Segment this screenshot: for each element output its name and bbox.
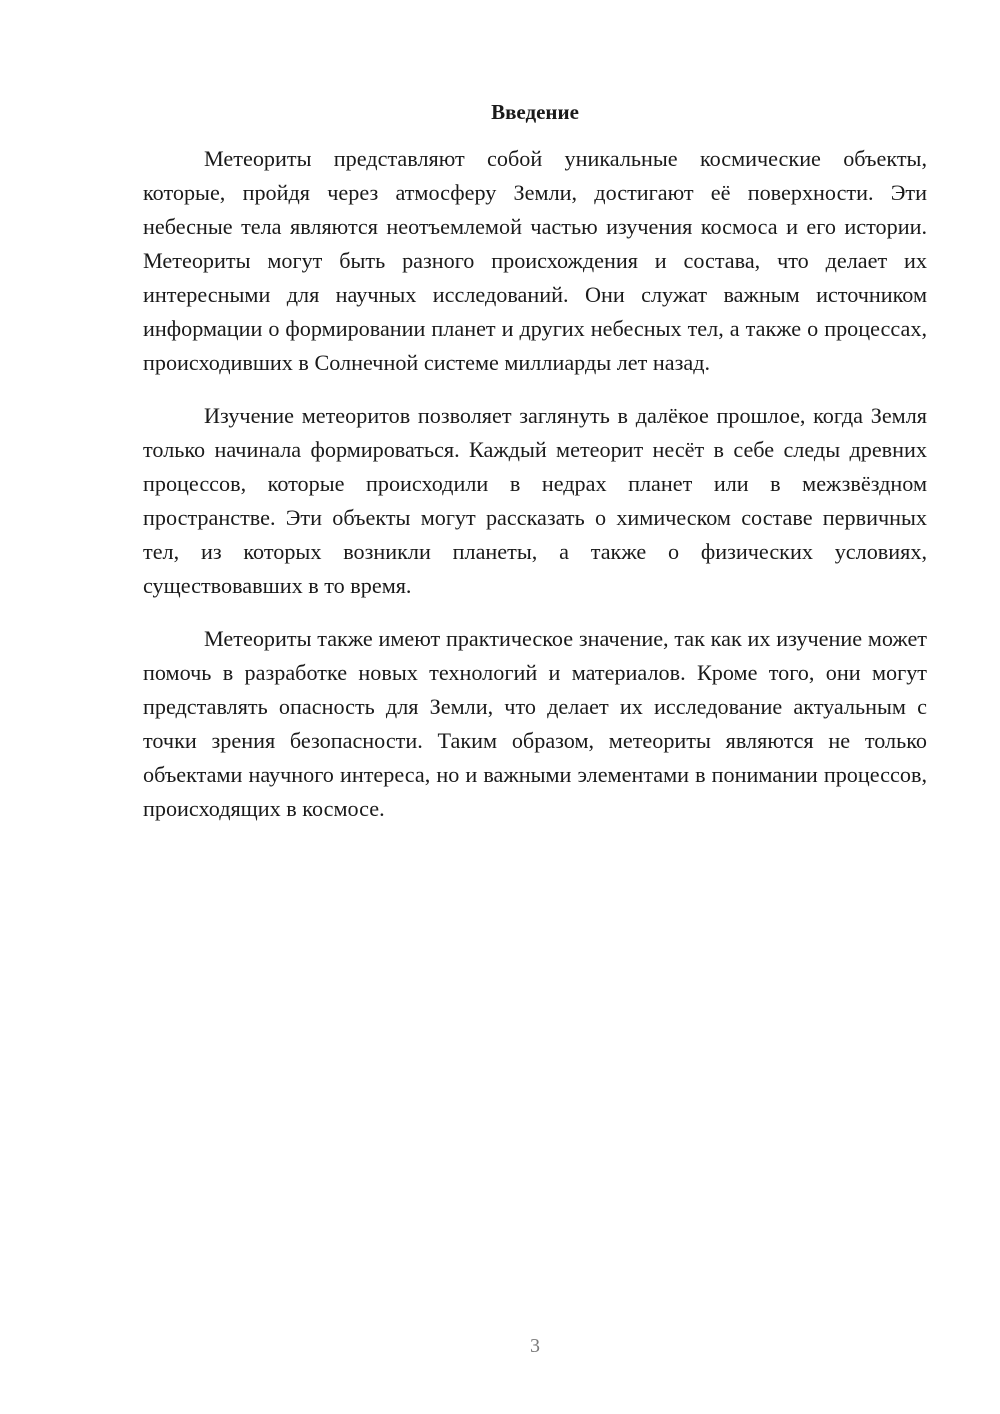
paragraph-3: Метеориты также имеют практическое значение, так как их изучение может помочь в разработке новых технологий и материалов. Кроме того, они могут представлять опасность для Земли, что делает их исследование актуальным с точки зрения безопасности. Таким образом, метеориты являются не только объектами научного интереса, но и важными элементами в понимании процессов, происходящих в космосе. xyxy=(143,626,927,821)
paragraph-1: Метеориты представляют собой уникальные космические объекты, которые, пройдя через атмосферу Земли, достигают её поверхности. Эти небесные тела являются неотъемлемой частью изучения космоса и его истории. Метеориты могут быть разного происхождения и состава, что делает их интересными для научных исследований. Они служат важным источником информации о формировании планет и других небесных тел, а также о процессах, происходивших в Солнечной системе миллиарды лет назад. xyxy=(143,146,927,375)
paragraph-2: Изучение метеоритов позволяет заглянуть в далёкое прошлое, когда Земля только начинала формироваться. Каждый метеорит несёт в себе следы древних процессов, которые происходили в недрах планет или в межзвёздном пространстве. Эти объекты могут рассказать о химическом составе первичных тел, из которых возникли планеты, а также о физических условиях, существовавших в то время. xyxy=(143,403,927,598)
body-text xyxy=(143,142,927,845)
section-title: Введение xyxy=(491,100,579,124)
page-number: 3 xyxy=(530,1335,540,1357)
